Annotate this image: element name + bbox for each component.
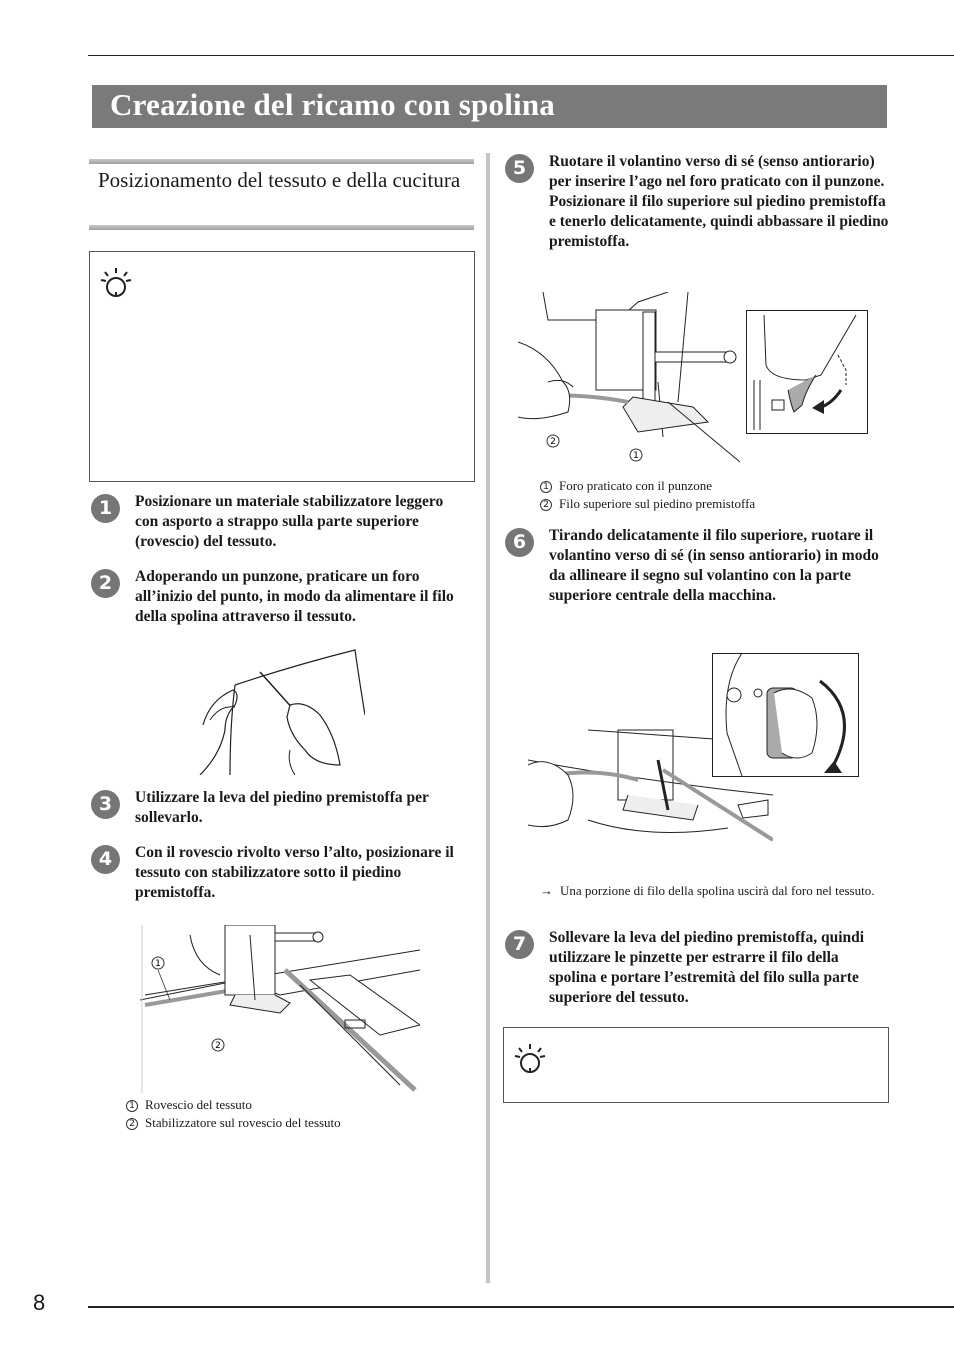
svg-text:2: 2 (215, 1041, 221, 1051)
column-divider (486, 153, 490, 1283)
note-lightbulb-icon (100, 266, 132, 298)
caption-item: 1 Rovescio del tessuto (126, 1096, 466, 1114)
caption-step5 (540, 477, 885, 513)
note-box-left (89, 251, 475, 482)
fabric-under-foot-illustration (140, 925, 420, 1093)
section-title: Posizionamento del tessuto e della cucitura (98, 168, 461, 192)
step-text: Adoperando un punzone, praticare un foro all’inizio del punto, in modo da alimentare il filo della spolina attraverso il tessuto. (135, 568, 454, 625)
arrow-icon: → (540, 883, 553, 898)
step-text: Posizionare un materiale stabilizzatore leggero con asporto a strappo sulla parte superiore (rovescio) del tessuto. (135, 493, 444, 550)
step-text: Sollevare la leva del piedino premistoffa, quindi utilizzare le pinzette per estrarre il filo della spolina e portare l’estremità del filo sulla parte superiore del tessuto. (549, 929, 865, 1006)
step-text: Utilizzare la leva del piedino premistoffa per sollevarlo. (135, 789, 429, 826)
section-rule-top (89, 159, 474, 164)
page-title: Creazione del ricamo con spolina (110, 87, 555, 122)
bottom-rule (88, 1306, 954, 1308)
step-number: 6 (505, 528, 534, 557)
svg-text:1: 1 (633, 451, 639, 461)
step-number: 5 (505, 154, 534, 183)
step-text: Tirando delicatamente il filo superiore, ruotare il volantino verso di sé (in senso antiorario) in modo da allineare il segno sul volantino con la parte superiore centrale della macchina. (549, 527, 879, 604)
step-text: Con il rovescio rivolto verso l’alto, posizionare il tessuto con stabilizzatore sotto il piedino premistoffa. (135, 844, 454, 901)
section-rule-bottom (89, 225, 474, 230)
title-bar (92, 85, 887, 128)
page-number: 8 (33, 1290, 46, 1315)
note-lightbulb-icon (514, 1042, 546, 1074)
needle-insert-illustration (518, 292, 740, 472)
caption-step4 (126, 1096, 466, 1132)
step-number: 2 (91, 569, 120, 598)
caption-item: 1 Foro praticato con il punzone (540, 477, 885, 495)
step-number: 4 (91, 845, 120, 874)
step-number: 1 (91, 494, 120, 523)
note-box-right (503, 1027, 889, 1103)
handwheel-inset (712, 653, 859, 777)
top-rule (88, 55, 954, 56)
step-number: 7 (505, 930, 534, 959)
step-number: 3 (91, 790, 120, 819)
section-heading (89, 159, 474, 230)
caption-item: 2 Filo superiore sul piedino premistoffa (540, 495, 885, 513)
caption-item: 2 Stabilizzatore sul rovescio del tessuto (126, 1114, 466, 1132)
result-note-step6: → Una porzione di filo della spolina uscirà dal foro nel tessuto. (540, 883, 875, 898)
svg-text:1: 1 (155, 959, 161, 969)
step-text: Ruotare il volantino verso di sé (senso antiorario) per inserire l’ago nel foro praticato con il punzone. Posizionare il filo superiore sul piedino premistoffa e tenerlo delicatamente, quindi abbassare il piedino premistoffa. (549, 153, 889, 250)
punch-illustration (195, 645, 365, 775)
svg-text:2: 2 (550, 437, 556, 447)
presser-lever-inset (746, 310, 868, 434)
